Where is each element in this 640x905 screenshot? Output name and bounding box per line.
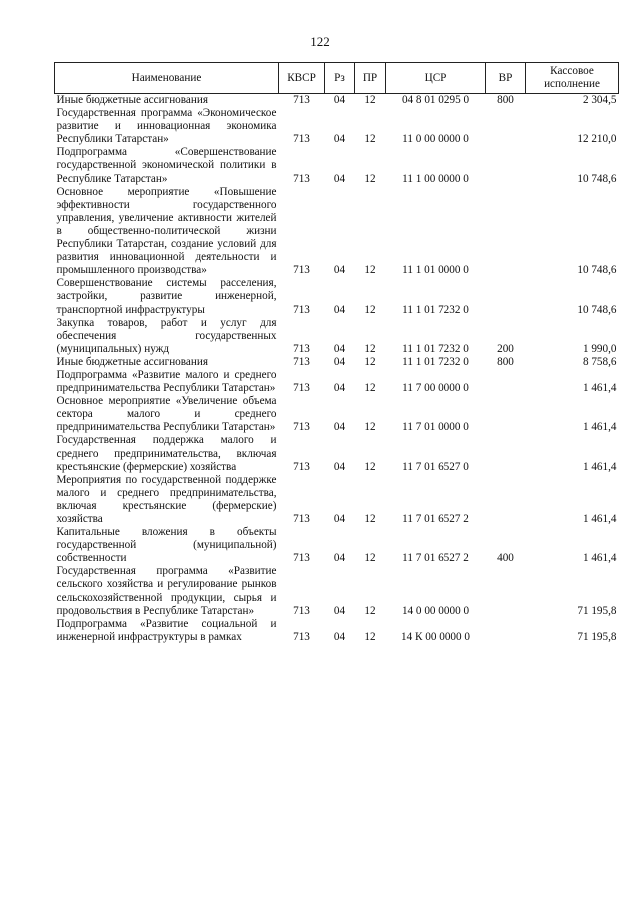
row-amount: 1 461,4 xyxy=(582,460,617,473)
row-csr: 14 К 00 0000 0 xyxy=(401,630,470,643)
column-header-kassovoe: Кассовое исполнение xyxy=(526,63,619,94)
row-csr: 11 7 01 0000 0 xyxy=(402,421,469,434)
row-kvsr: 713 xyxy=(293,382,310,395)
row-vr: 200 xyxy=(497,342,514,355)
table-row xyxy=(55,474,619,526)
table-row xyxy=(55,526,619,565)
row-amount: 1 461,4 xyxy=(582,513,617,525)
row-rz: 04 xyxy=(333,630,346,643)
row-amount: 10 748,6 xyxy=(577,264,617,277)
table-row xyxy=(55,356,619,369)
row-rz: 04 xyxy=(333,382,346,395)
row-amount: 71 195,8 xyxy=(577,630,617,643)
row-name: Подпрограмма «Развитие социальной и инженерной инфраструктуры в рамках xyxy=(56,617,277,643)
row-pr: 12 xyxy=(364,133,376,146)
row-pr: 12 xyxy=(364,552,376,565)
row-kvsr: 713 xyxy=(293,303,310,316)
table-row xyxy=(55,186,619,278)
row-pr: 12 xyxy=(364,172,376,185)
table-body xyxy=(55,94,619,644)
row-name: Иные бюджетные ассигнования xyxy=(56,355,208,368)
table-row xyxy=(55,434,619,473)
column-header-kvsr: КВСР xyxy=(279,63,325,94)
row-pr: 12 xyxy=(364,382,376,395)
row-csr: 11 7 01 6527 2 xyxy=(402,513,469,525)
row-rz: 04 xyxy=(333,552,346,565)
row-kvsr: 713 xyxy=(293,172,310,185)
table-row xyxy=(55,277,619,316)
row-kvsr: 713 xyxy=(293,355,310,368)
row-vr xyxy=(486,395,526,434)
row-rz: 04 xyxy=(333,604,346,617)
row-kvsr: 713 xyxy=(293,604,310,617)
table-row xyxy=(55,107,619,146)
row-vr xyxy=(486,474,526,526)
row-name: Основное мероприятие «Увеличение объема сектора малого и среднего предпринимательства Республики Татарстан» xyxy=(56,395,277,434)
row-amount: 2 304,5 xyxy=(582,94,617,106)
row-name: Основное мероприятие «Повышение эффективности государственного управления, увеличение активности жителей в общественно-политической жизни Республики Татарстан, создание условий для развития инновационной деятельности и промышленного производства» xyxy=(56,185,277,277)
row-csr: 11 7 01 6527 0 xyxy=(402,460,469,473)
row-vr xyxy=(486,369,526,395)
row-vr: 400 xyxy=(497,552,514,565)
row-vr xyxy=(486,146,526,185)
row-vr xyxy=(486,565,526,617)
row-amount: 71 195,8 xyxy=(577,604,617,617)
row-vr: 800 xyxy=(497,94,514,106)
column-header-name: Наименование xyxy=(55,63,279,94)
row-rz: 04 xyxy=(333,94,346,106)
row-csr: 04 8 01 0295 0 xyxy=(401,94,470,106)
row-csr: 11 1 01 0000 0 xyxy=(402,264,469,277)
row-name: Мероприятия по государственной поддержке малого и среднего предпринимательства, включая крестьянские (фермерские) хозяйства xyxy=(56,473,277,525)
row-vr xyxy=(486,107,526,146)
row-name: Капитальные вложения в объекты государственной (муниципальной) собственности xyxy=(56,526,277,565)
row-kvsr: 713 xyxy=(293,133,310,146)
row-amount: 1 461,4 xyxy=(582,382,617,395)
column-header-csr: ЦСР xyxy=(386,63,486,94)
row-name: Государственная поддержка малого и среднего предпринимательства, включая крестьянские (фермерские) хозяйства xyxy=(56,434,277,473)
row-rz: 04 xyxy=(333,133,346,146)
row-csr: 11 7 01 6527 2 xyxy=(402,552,469,565)
column-header-rz: Рз xyxy=(325,63,355,94)
row-amount: 12 210,0 xyxy=(577,133,617,146)
table-row xyxy=(55,94,619,108)
row-name: Государственная программа «Развитие сельского хозяйства и регулирование рынков сельскохозяйственной продукции, сырья и продовольствия в Республике Татарстан» xyxy=(56,565,277,617)
row-amount: 1 461,4 xyxy=(582,552,617,565)
row-vr xyxy=(486,434,526,473)
row-pr: 12 xyxy=(364,513,376,525)
row-name: Подпрограмма «Развитие малого и среднего предпринимательства Республики Татарстан» xyxy=(56,368,277,395)
row-csr: 11 0 00 0000 0 xyxy=(402,133,469,146)
row-csr: 14 0 00 0000 0 xyxy=(401,604,470,617)
row-vr: 800 xyxy=(497,355,514,368)
row-pr: 12 xyxy=(364,355,376,368)
table-row xyxy=(55,395,619,434)
table-header xyxy=(55,63,619,94)
row-amount: 8 758,6 xyxy=(582,355,617,368)
row-kvsr: 713 xyxy=(293,460,310,473)
row-rz: 04 xyxy=(333,513,346,525)
row-kvsr: 713 xyxy=(293,94,310,106)
budget-execution-table xyxy=(54,62,619,644)
table-row xyxy=(55,146,619,185)
row-amount: 1 461,4 xyxy=(582,421,617,434)
table-row xyxy=(55,618,619,644)
row-rz: 04 xyxy=(333,421,346,434)
table-row xyxy=(55,317,619,356)
row-vr xyxy=(486,618,526,644)
row-pr: 12 xyxy=(364,630,376,643)
row-name: Государственная программа «Экономическое развитие и инновационная экономика Республики Татарстан» xyxy=(56,107,277,146)
row-pr: 12 xyxy=(364,460,376,473)
row-csr: 11 7 00 0000 0 xyxy=(402,382,469,395)
row-amount: 1 990,0 xyxy=(582,342,617,355)
row-kvsr: 713 xyxy=(293,552,310,565)
row-csr: 11 1 01 7232 0 xyxy=(402,342,469,355)
row-rz: 04 xyxy=(333,172,346,185)
row-rz: 04 xyxy=(333,264,346,277)
row-vr xyxy=(486,277,526,316)
row-name: Иные бюджетные ассигнования xyxy=(56,94,208,106)
row-csr: 11 1 01 7232 0 xyxy=(402,303,469,316)
page-number: 122 xyxy=(310,34,330,49)
row-kvsr: 713 xyxy=(293,421,310,434)
column-header-pr: ПР xyxy=(355,63,386,94)
row-amount: 10 748,6 xyxy=(577,172,617,185)
row-csr: 11 1 01 7232 0 xyxy=(402,355,469,368)
row-kvsr: 713 xyxy=(293,513,310,525)
row-rz: 04 xyxy=(333,342,346,355)
row-rz: 04 xyxy=(333,303,346,316)
row-vr xyxy=(486,186,526,278)
row-kvsr: 713 xyxy=(293,264,310,277)
table-row xyxy=(55,369,619,395)
row-csr: 11 1 00 0000 0 xyxy=(402,172,469,185)
row-name: Совершенствование системы расселения, застройки, развитие инженерной, транспортной инфраструктуры xyxy=(56,277,277,316)
column-header-vr: ВР xyxy=(486,63,526,94)
table-row xyxy=(55,565,619,617)
row-pr: 12 xyxy=(364,421,376,434)
row-pr: 12 xyxy=(364,303,376,316)
row-kvsr: 713 xyxy=(293,630,310,643)
row-pr: 12 xyxy=(364,264,376,277)
row-pr: 12 xyxy=(364,604,376,617)
row-name: Закупка товаров, работ и услуг для обеспечения государственных (муниципальных) нужд xyxy=(56,316,277,355)
row-pr: 12 xyxy=(364,94,376,106)
row-rz: 04 xyxy=(333,460,346,473)
row-name: Подпрограмма «Совершенствование государственной экономической политики в Республике Татарстан» xyxy=(56,146,277,185)
row-kvsr: 713 xyxy=(293,342,310,355)
row-amount: 10 748,6 xyxy=(577,303,617,316)
row-pr: 12 xyxy=(364,342,376,355)
row-rz: 04 xyxy=(333,355,346,368)
